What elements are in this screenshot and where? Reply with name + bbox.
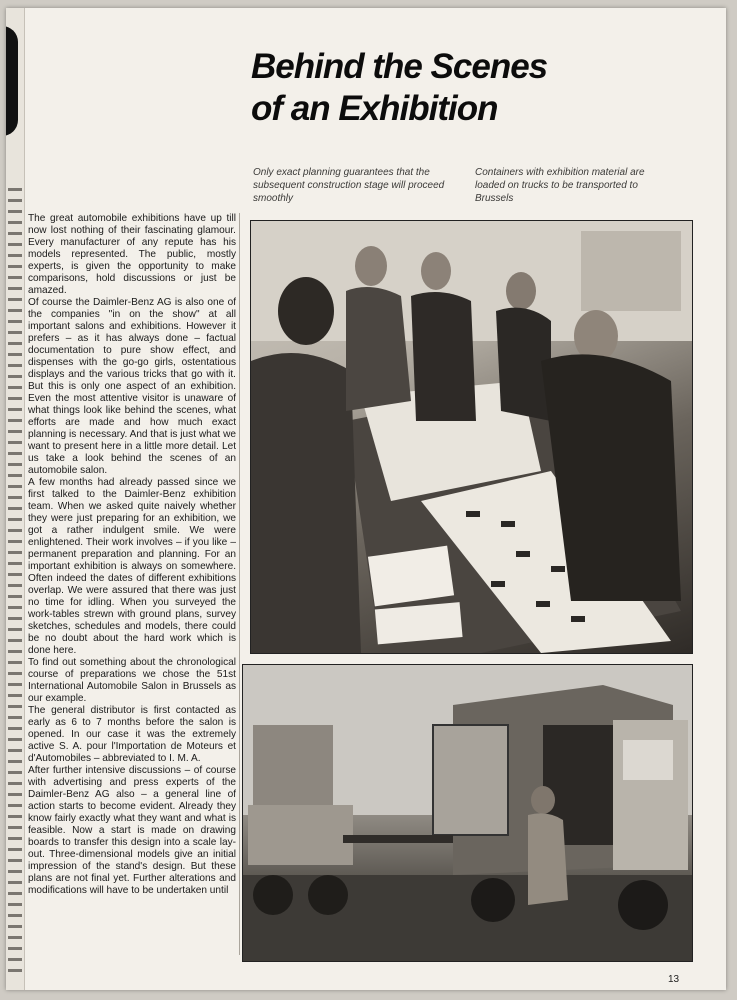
paragraph: Of course the Daimler-Benz AG is also one of the companies "in on the show" at all important salons and exhibitions. However it prefers – as it has always done – factual documentation to pure show effect, and dispenses with the go-go girls, ostentatious displays and the various tricks that go with it. But this is only one aspect of an exhibition. Even the most attentive visitor is unaware of what things look like behind the scenes, what efforts are made and how much exact planning is necessary. And that is just what we want to present here in a little more detail. Let us take a look behind the scenes of an automobile salon.: [28, 297, 236, 476]
photo-container-loading: [242, 664, 693, 962]
previous-page-edge: [6, 8, 25, 990]
title-line-2: of an Exhibition: [251, 89, 498, 128]
photo-caption-containers: Containers with exhibition material are loaded on trucks to be transported to Brussels: [475, 167, 645, 204]
magazine-page: [6, 8, 726, 990]
paragraph: To find out something about the chronological course of preparations we chose the 51st International Automobile Salon in Brussels as our example.: [28, 657, 236, 704]
paragraph: After further intensive discussions – of course with advertising and press experts of the Daimler-Benz AG also – a general line of action starts to become evident. Already they know fairly exactly what they want and what is feasible. Now a start is made on drawing boards to transfer this design into a scale lay-out. Three-dimensional models give an initial impression of the stand's design. But these plans are not final yet. Further alterations and modifications will have to be undertaken until: [28, 765, 236, 896]
planning-team-illustration: [251, 221, 692, 653]
article-body: [28, 213, 236, 953]
title-line-1: Behind the Scenes: [251, 47, 548, 86]
article-title: [251, 46, 711, 130]
column-divider: [239, 213, 240, 955]
paragraph: The great automobile exhibitions have up till now lost nothing of their fascinating glamour. Every manufacturer of any repute has his models represented. The public, mostly experts, is given the opportunity to make comparisons, hold discussions or just be amazed.: [28, 213, 236, 296]
photo-planning-team: [250, 220, 693, 654]
paragraph: The general distributor is first contacted as early as 6 to 7 months before the salon is opened. In our case it was the extremely active S. A. pour l'Importation de Moteurs et d'Automobiles – abbreviated to I. M. A.: [28, 705, 236, 764]
page-number: 13: [668, 974, 680, 985]
previous-page-letter-mark: [6, 26, 18, 136]
photo-caption-planning: Only exact planning guarantees that the subsequent construction stage will proceed smoothly: [253, 167, 445, 204]
paragraph: A few months had already passed since we first talked to the Daimler-Benz exhibition team. When we asked quite naively whether they were just preparing for an exhibition, we got a rather indulgent smile. We were enlightened. Their work involves – if you like – permanent preparation and planning. For an important exhibition is always on somewhere. Often indeed the dates of different exhibitions overlap. We were assured that there was just no time for idling. When you surveyed the work-tables strewn with ground plans, survey sketches, schedules and models, there could be no doubt about the hard work which is done here.: [28, 477, 236, 656]
previous-page-text-edge: [8, 188, 22, 980]
container-truck-illustration: [243, 665, 692, 961]
